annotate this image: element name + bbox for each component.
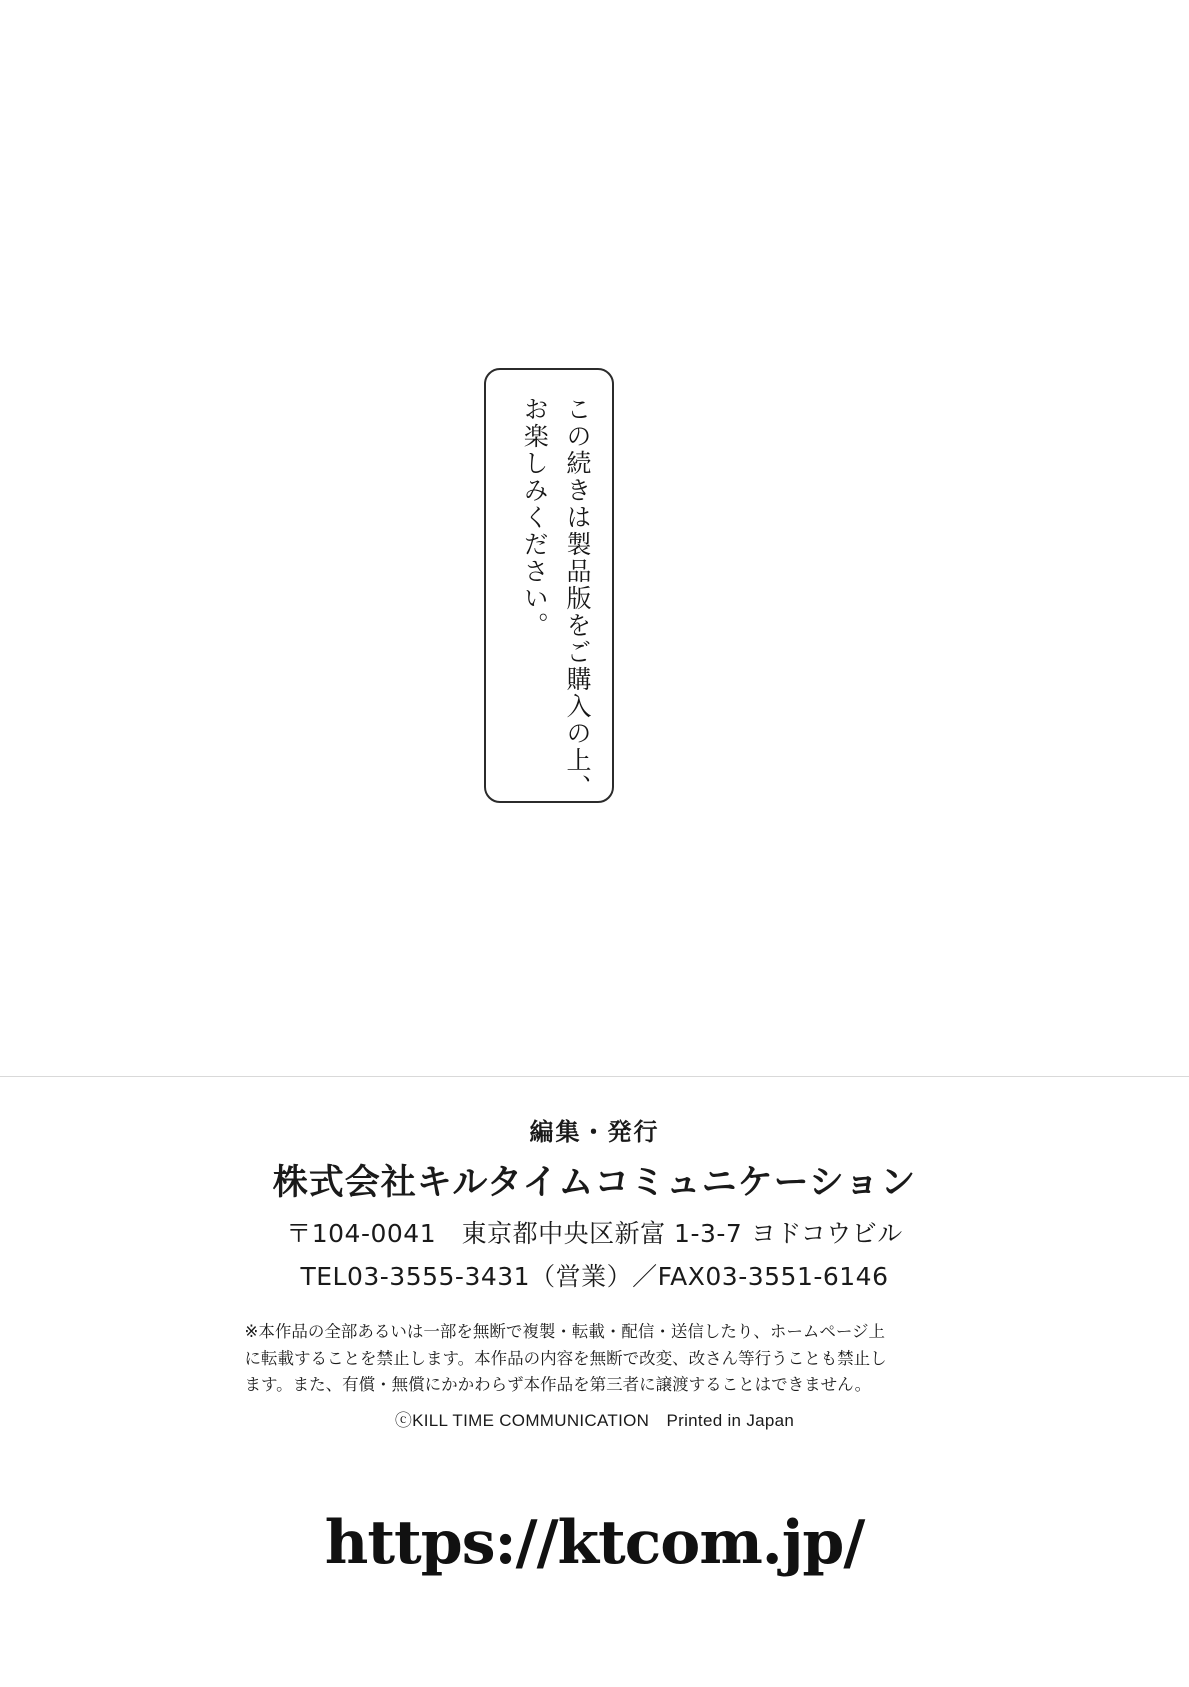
copyright-line: ⓒKILL TIME COMMUNICATION Printed in Japan xyxy=(394,1411,795,1431)
publisher-website-url[interactable]: https://ktcom.jp/ xyxy=(324,1508,865,1578)
legal-notice xyxy=(245,1319,945,1399)
colophon xyxy=(0,1112,1189,1431)
notice-line-1: この続きは製品版をご購入の上、 xyxy=(563,396,592,801)
legal-line-3: ます。また、有償・無償にかかわらず本作品を第三者に譲渡することはできません。 xyxy=(244,1375,872,1395)
publisher-contact-numbers: TEL03-3555-3431（営業）／FAX03-3551-6146 xyxy=(300,1262,889,1291)
publisher-role-label: 編集・発行 xyxy=(529,1117,660,1146)
publisher-address: 〒104-0041 東京都中央区新富 1-3-7 ヨドコウビル xyxy=(286,1219,903,1248)
legal-line-1: ※本作品の全部あるいは一部を無断で複製・転載・配信・送信したり、ホームページ上 xyxy=(244,1322,885,1341)
publisher-company-name: 株式会社キルタイムコミュニケーション xyxy=(272,1163,917,1203)
section-divider xyxy=(0,1076,1189,1077)
notice-line-2: お楽しみください。 xyxy=(520,396,550,639)
purchase-notice-box xyxy=(484,368,614,803)
legal-line-2: に転載することを禁止します。本作品の内容を無断で改変、改さん等行うことも禁止し xyxy=(244,1348,887,1368)
